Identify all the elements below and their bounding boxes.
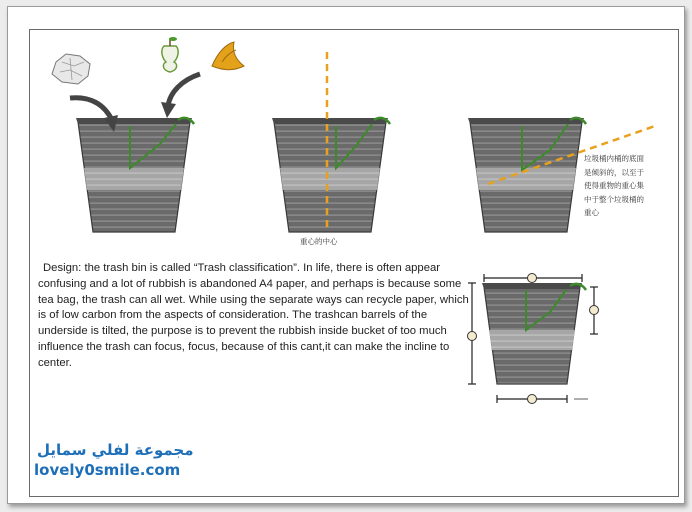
caption-line: 使得重物的重心集 [584,181,644,190]
trash-bin-dimensioned [482,283,586,384]
trash-bin-3 [468,118,586,232]
trash-bin-1 [76,118,194,232]
crumpled-paper-icon [52,54,90,84]
design-description [38,261,478,372]
banana-peel-icon [212,42,244,70]
apple-core-icon [162,37,178,72]
description-text: Design: the trash bin is called “Trash classification”. In life, there is often appear confusing and a lot of rubbish is abandoned A4 paper, and perhaps is because some tea bag, the trash can all wet. While using the separate ways can recycle paper, which is of low carbon from the aspects of consideration. The trashcan barrels of the underside is tilted, the purpose is to prevent the rubbish inside bucket of too much influence the trash can focus, focus, because of this cant,it can make the incline to center. [38,262,469,369]
center-of-gravity-caption: 重心的中心 [300,237,338,246]
trash-bin-2 [272,118,390,232]
drop-arrow-right [161,74,200,118]
watermark-url[interactable]: lovely0smile.com [34,461,181,479]
caption-line: 垃圾桶内桶的底面 [584,154,644,163]
watermark-arabic: مجموعة لفلي سمايل [37,441,194,459]
caption-line: 重心 [584,208,599,217]
caption-line: 中于整个垃圾桶的 [584,194,644,204]
tilted-bottom-caption [584,152,664,220]
caption-line: 是倾斜的，以至于 [584,167,644,177]
